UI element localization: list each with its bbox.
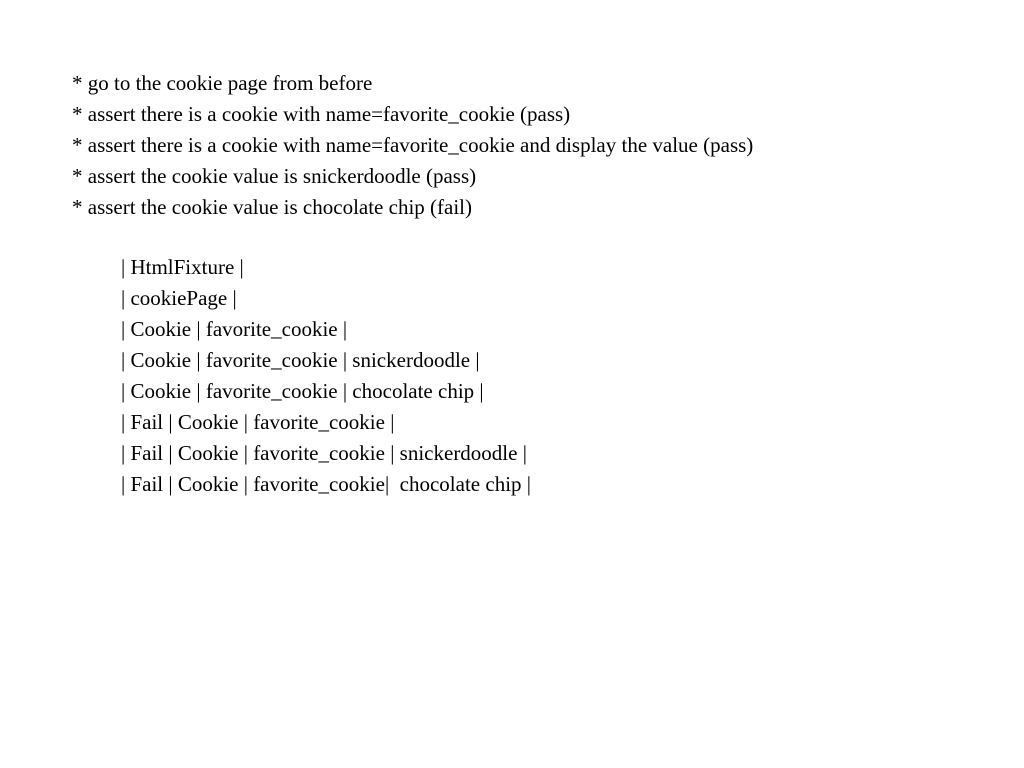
- bullet-list: [72, 68, 753, 223]
- table-line: | Cookie | favorite_cookie |: [121, 317, 348, 341]
- table-line: | cookiePage |: [121, 286, 237, 310]
- table-line: | Cookie | favorite_cookie | snickerdoodle |: [121, 348, 480, 372]
- table-line: | Fail | Cookie | favorite_cookie | snickerdoodle |: [121, 441, 527, 465]
- fixture-table-text: [121, 252, 531, 500]
- bullet-line: * go to the cookie page from before: [72, 71, 373, 95]
- bullet-line: * assert the cookie value is snickerdoodle (pass): [72, 164, 477, 188]
- bullet-line: * assert the cookie value is chocolate chip (fail): [72, 195, 473, 219]
- table-line: | Cookie | favorite_cookie | chocolate chip |: [121, 379, 484, 403]
- table-line: | Fail | Cookie | favorite_cookie| chocolate chip |: [121, 472, 531, 496]
- bullet-line: * assert there is a cookie with name=favorite_cookie (pass): [72, 102, 571, 126]
- table-line: | HtmlFixture |: [121, 255, 244, 279]
- table-line: | Fail | Cookie | favorite_cookie |: [121, 410, 395, 434]
- bullet-line: * assert there is a cookie with name=favorite_cookie and display the value (pass): [72, 133, 754, 157]
